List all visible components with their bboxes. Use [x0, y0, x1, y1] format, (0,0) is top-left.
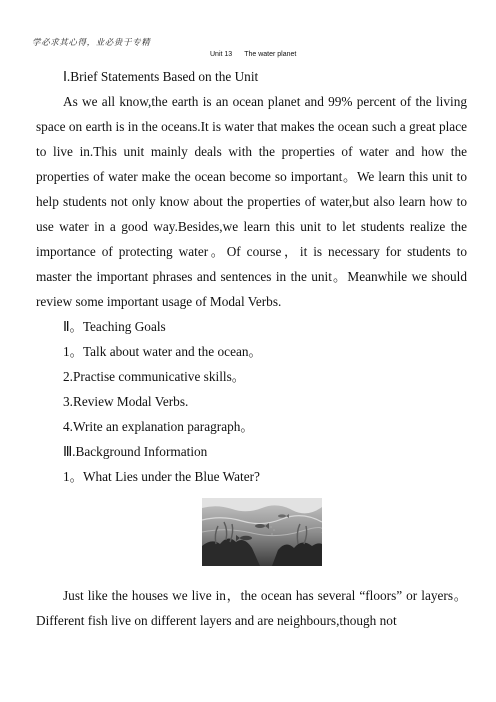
section-heading-background-information: Ⅲ.Background Information — [63, 444, 208, 459]
goal-item: 4.Write an explanation paragraph。 — [63, 419, 254, 434]
paragraph-brief-statements: As we all know,the earth is an ocean planet and 99% percent of the living space on earth is in the oceans.It is water that makes the ocean such a great place to live in.This unit mainly deals with the properties of water and how the properties of water make the ocean become so important。We learn this unit to help students not only know about the properties of water,but also learn how to use water in a good way.Besides,we learn this unit to let students realize the importance of protecting water。Of course，it is necessary for students to master the important phrases and sentences in the unit。Meanwhile we should review some important usage of Modal Verbs. — [36, 94, 467, 309]
ocean-layers-illustration — [202, 498, 322, 566]
document-body — [36, 64, 467, 633]
unit-number: Unit 13 — [210, 51, 233, 58]
page-header-slogan: 学必求其心得，业必贵于专精 — [32, 38, 151, 48]
goal-item: 1。Talk about water and the ocean。 — [63, 344, 262, 359]
section-heading-teaching-goals: Ⅱ。Teaching Goals — [63, 319, 166, 334]
goal-item: 2.Practise communicative skills。 — [63, 369, 246, 384]
paragraph-ocean-layers: Just like the houses we live in，the ocean has several “floors” or layers。Different fish live on different layers and are neighbours,though not — [36, 588, 467, 628]
goal-item: 3.Review Modal Verbs. — [63, 394, 189, 409]
unit-title — [210, 51, 296, 58]
unit-name: The water planet — [244, 51, 297, 58]
subheading-blue-water: 1。What Lies under the Blue Water? — [63, 469, 260, 484]
section-heading-brief-statements: Ⅰ.Brief Statements Based on the Unit — [63, 69, 259, 84]
